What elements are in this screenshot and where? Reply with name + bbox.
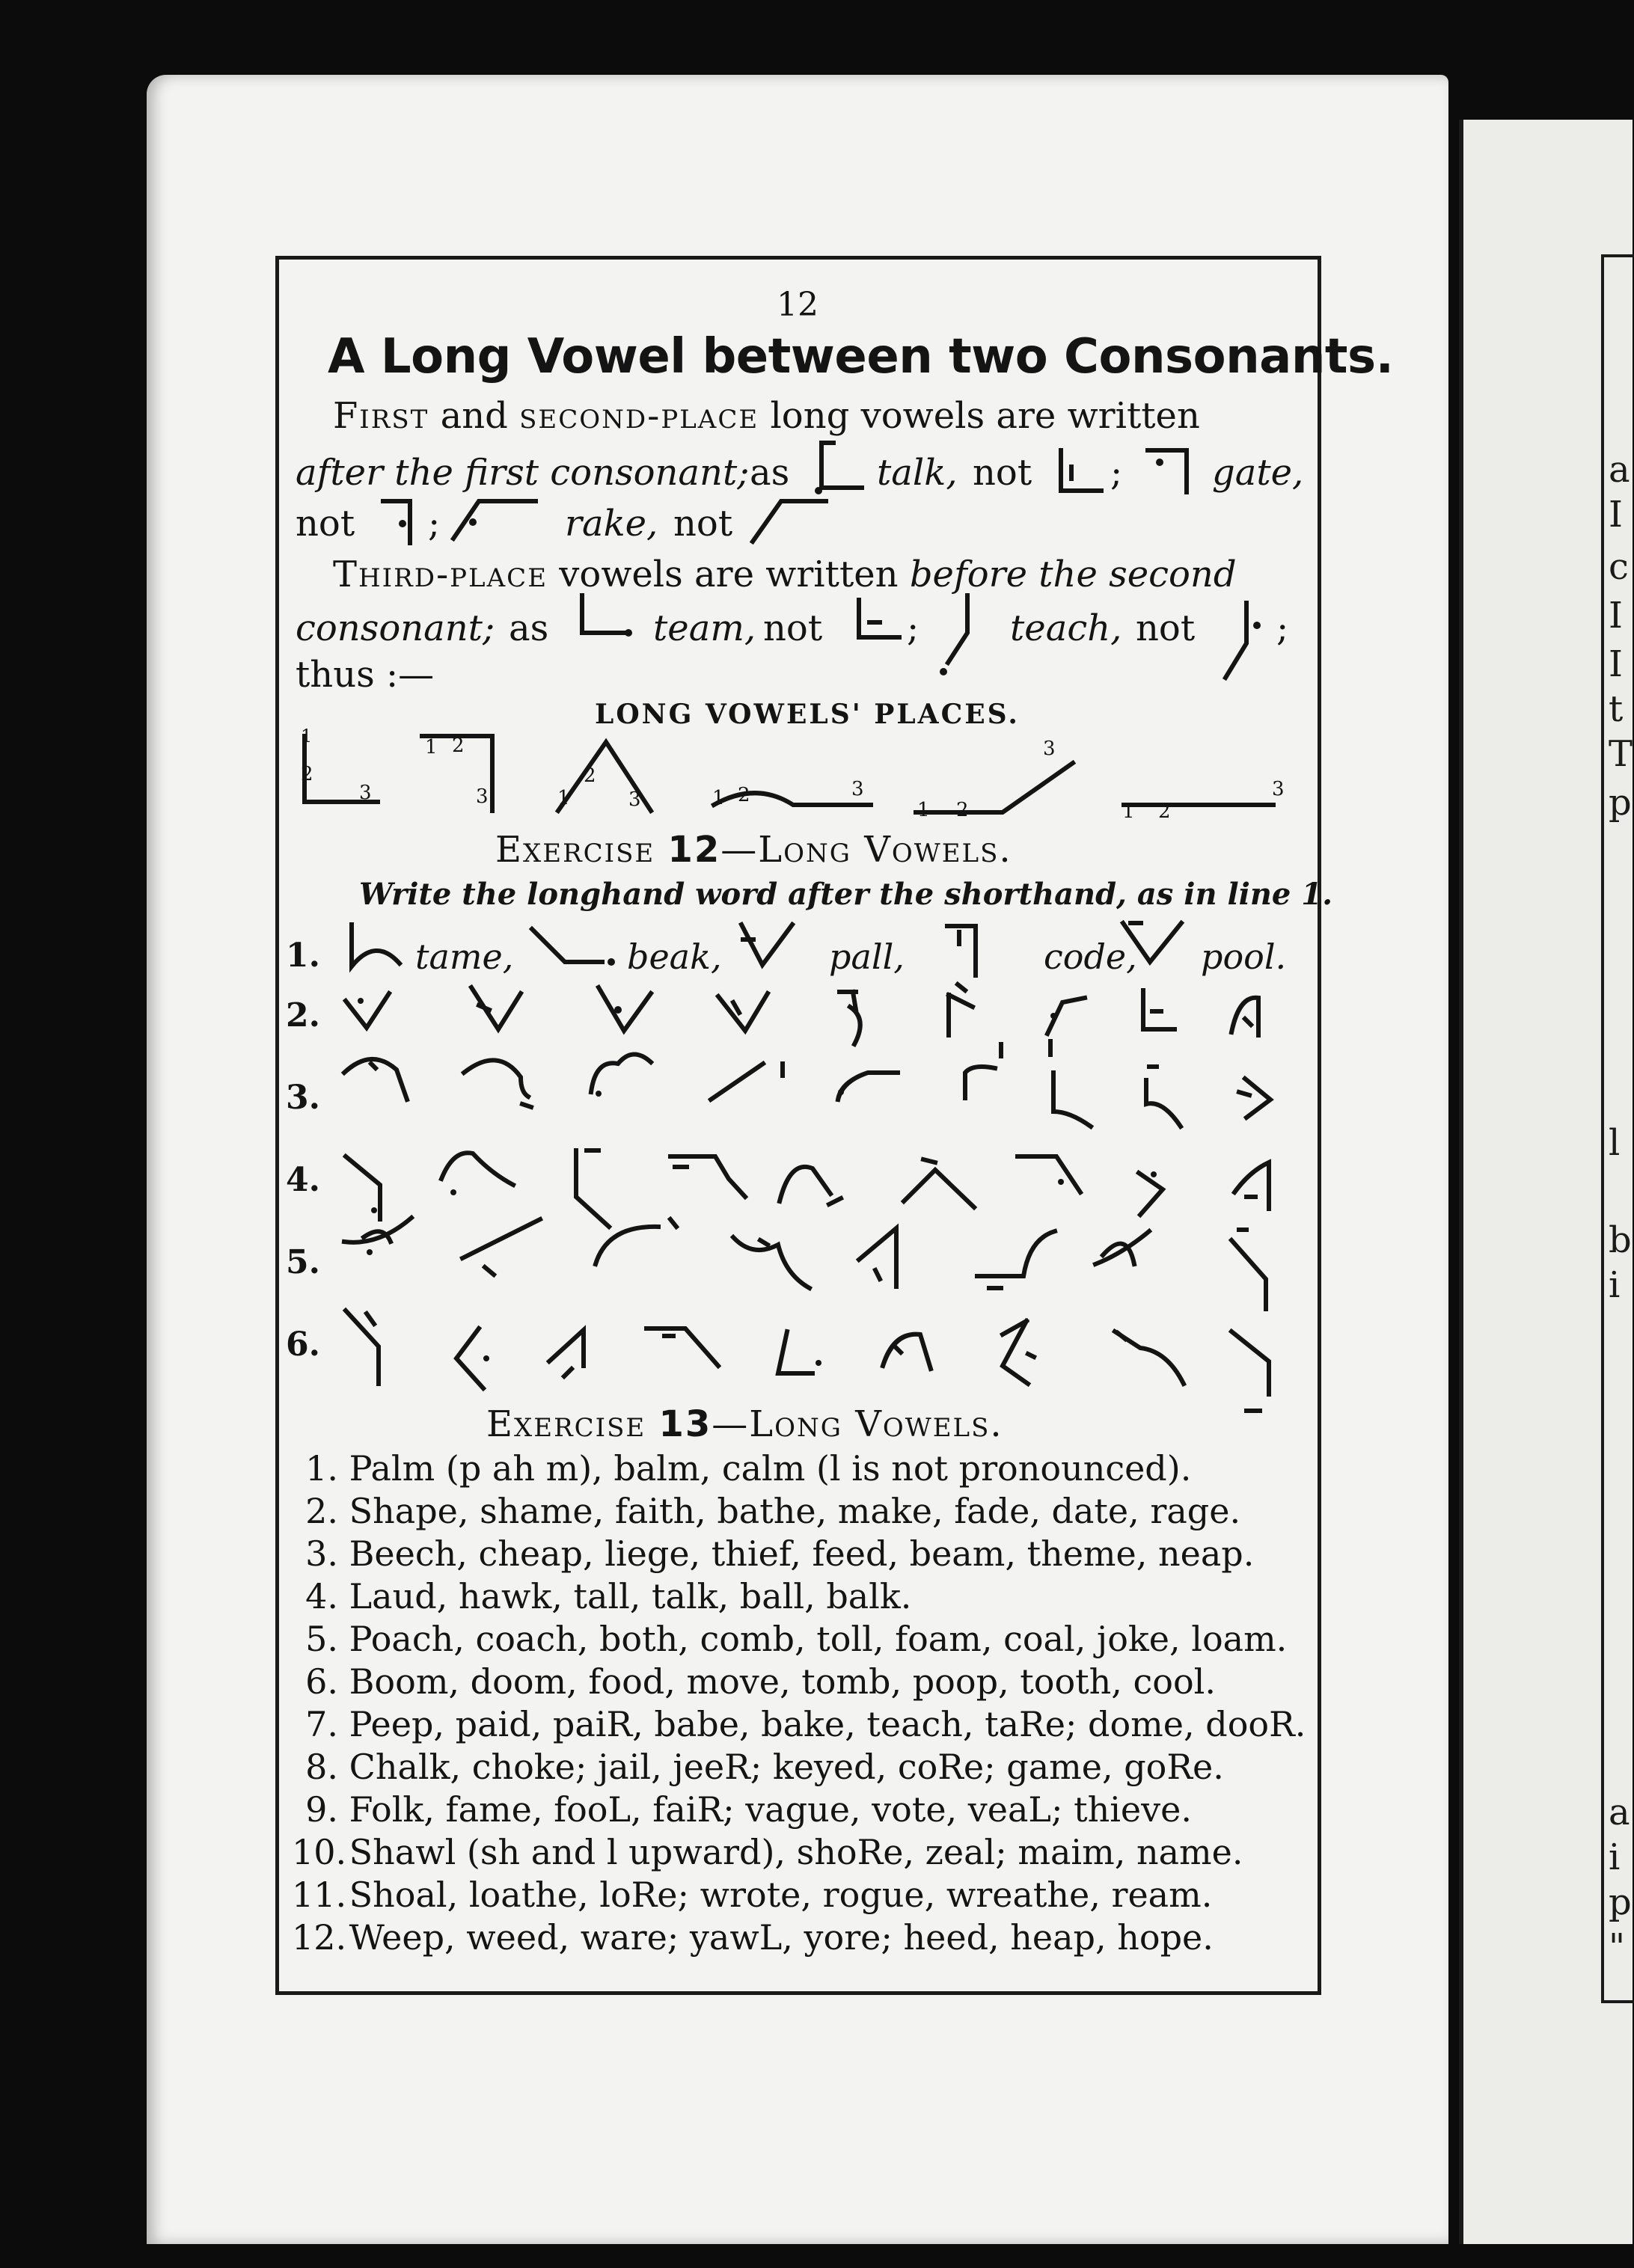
shorthand-teach-wrong [1220,598,1272,688]
shorthand-talk-wrong [1055,446,1107,498]
shorthand-tame [346,922,406,974]
shorthand-team [576,591,636,643]
place-number: 1 [712,787,725,809]
place-number: 2 [956,799,969,821]
shorthand-pool [1119,917,1186,969]
exercise-12-instruction: Write the longhand word after the shorthand, as in line 1. [359,877,1333,912]
row-number: 1. [286,937,320,975]
exercise-13-line [292,1875,1212,1915]
text-not: not [296,503,355,545]
place-number: 1 [425,736,438,758]
place-number: 1 [917,799,930,821]
margin-text: a [1609,449,1630,491]
text-not: not [973,452,1032,494]
place-number: 2 [452,735,465,757]
term-third-place: Third-place [333,554,548,595]
margin-text: I [1609,595,1623,637]
line-text: Chalk, choke; jail, jeeR; keyed, coRe; game, goRe. [349,1747,1224,1787]
line-text: Poach, coach, both, comb, toll, foam, coal, joke, loam. [349,1619,1288,1659]
text-as: as [509,607,549,649]
shorthand-team-wrong [853,595,905,648]
term-second-place: second-place [519,395,759,437]
margin-text: t [1609,688,1624,730]
line-text: Shape, shame, faith, bathe, make, fade, date, rage. [349,1491,1241,1531]
text-not: not [673,503,733,545]
line-text: Beech, cheap, liege, thief, feed, beam, theme, neap. [349,1533,1255,1574]
place-number: 2 [1158,800,1171,823]
shorthand-rake-wrong [748,494,830,546]
margin-text: p [1609,1881,1632,1923]
word-team: team, [653,607,756,649]
exercise-13-line [292,1491,1240,1531]
line-text: Weep, weed, ware; yawL, yore; heed, heap, hope. [349,1917,1214,1958]
line-number: 12. [292,1917,347,1958]
word-code: code, [1044,937,1137,977]
margin-text: p [1609,782,1632,824]
line-number: 3. [305,1533,338,1574]
exercise-13-line [292,1448,1191,1489]
margin-text: b [1609,1219,1632,1261]
text-consonant: consonant; [296,607,495,649]
place-number: 2 [584,764,596,787]
intro-line-4 [333,554,1237,595]
margin-text: i [1609,1836,1621,1878]
text-vowels-written: vowels are written [559,554,899,595]
text-semicolon: ; [428,503,441,545]
word-pall: pall, [829,937,905,977]
shorthand-talk [816,438,868,498]
line-number: 6. [305,1661,338,1702]
text-long-vowels: long vowels are written [770,395,1200,437]
line-number: 5. [305,1619,338,1659]
line-text: Laud, hawk, tall, talk, ball, balk. [349,1576,912,1616]
exercise-13-heading [486,1403,1003,1445]
word-teach: teach, [1010,607,1122,649]
word-pool: pool. [1201,937,1287,977]
place-number: 1 [557,787,570,809]
place-number: 3 [359,782,372,804]
intro-rule: after the first consonant; [296,452,750,494]
line-number: 1. [305,1448,338,1489]
exercise-13-line [292,1576,911,1616]
text-semicolon: ; [1276,607,1289,649]
margin-text: T [1609,733,1633,775]
heading-number: 13 [658,1403,712,1445]
line-number: 10. [292,1832,347,1872]
text-and: and [440,395,508,437]
margin-text: l [1609,1122,1621,1164]
exercise-13-line [292,1704,1306,1744]
exercise-13-line [292,1917,1214,1958]
place-number: 3 [851,778,864,800]
exercise-13-line [292,1533,1254,1574]
intro-line-1 [333,395,1200,437]
exercise-13-line [292,1789,1192,1830]
exercise-13-line [292,1619,1287,1659]
row-number: 4. [286,1161,320,1199]
line-text: Boom, doom, food, move, tomb, poop, tooth, cool. [349,1661,1216,1702]
margin-text: I [1609,643,1623,685]
line-text: Folk, fame, fooL, faiR; vague, vote, veaL; thieve. [349,1789,1192,1830]
shorthand-gate [1145,446,1197,498]
row-number: 2. [286,996,320,1035]
exercise-13-line [292,1832,1243,1872]
line-text: Peep, paid, paiR, babe, bake, teach, taRe; dome, dooR. [349,1704,1306,1744]
heading-word: Exercise [495,829,655,871]
places-diagram-4 [711,778,875,823]
place-number: 1 [1122,800,1135,823]
places-heading: LONG VOWELS' PLACES. [595,699,1020,730]
heading-rest: —Long Vowels. [712,1403,1003,1445]
word-gate: gate, [1212,452,1304,494]
row-number: 3. [286,1079,320,1117]
heading-number: 12 [667,829,721,871]
line-text: Palm (p ah m), balm, calm (l is not pronounced). [349,1448,1192,1489]
text-not: not [1136,607,1196,649]
term-first: First [333,395,429,437]
word-talk: talk, [877,452,958,494]
text-as: as [750,452,790,494]
shorthand-beak [527,925,617,969]
text-before-second: before the second [909,554,1237,595]
margin-text: a [1609,1792,1630,1833]
line-number: 2. [305,1491,338,1531]
margin-text: c [1609,546,1629,588]
place-number: 2 [738,784,750,806]
shorthand-gate-wrong [380,497,425,549]
place-number: 1 [301,726,313,747]
place-number: 3 [628,788,641,811]
place-number: 3 [1272,778,1285,800]
exercise-13-line [292,1661,1216,1702]
heading-rest: —Long Vowels. [720,829,1012,871]
line-number: 9. [305,1789,338,1830]
exercise-12-heading [495,829,1012,871]
text-not: not [763,607,823,649]
page-number: 12 [777,286,818,324]
row-number: 6. [286,1325,320,1364]
line-text: Shawl (sh and l upward), shoRe, zeal; maim, name. [349,1832,1243,1872]
shorthand-teach [939,591,984,681]
word-rake: rake, [565,503,658,545]
word-tame: tame, [415,937,514,977]
shorthand-code [944,922,989,981]
text-thus: thus :— [296,654,435,696]
word-beak: beak, [627,937,722,977]
text-semicolon: ; [1110,452,1123,494]
places-diagram-5 [913,756,1077,823]
line-text: Shoal, loathe, loRe; wrote, rogue, wreathe, ream. [349,1875,1213,1915]
margin-text: I [1609,494,1623,536]
line-number: 11. [292,1875,347,1915]
place-number: 3 [476,785,489,808]
margin-text: " [1609,1926,1626,1968]
place-number: 2 [301,763,313,785]
shorthand-rake [449,494,539,546]
margin-text: i [1609,1264,1621,1306]
line-number: 7. [305,1704,338,1744]
heading-word: Exercise [486,1403,646,1445]
line-number: 4. [305,1576,338,1616]
text-semicolon: ; [907,607,919,649]
row-number: 5. [286,1243,320,1281]
exercise-12-shorthand-grid [344,980,1279,1414]
shorthand-pall [737,920,797,972]
places-diagram-6 [1121,796,1278,818]
line-number: 8. [305,1747,338,1787]
exercise-13-line [292,1747,1224,1787]
place-number: 3 [1043,738,1056,760]
page-title: A Long Vowel between two Consonants. [328,329,1394,384]
